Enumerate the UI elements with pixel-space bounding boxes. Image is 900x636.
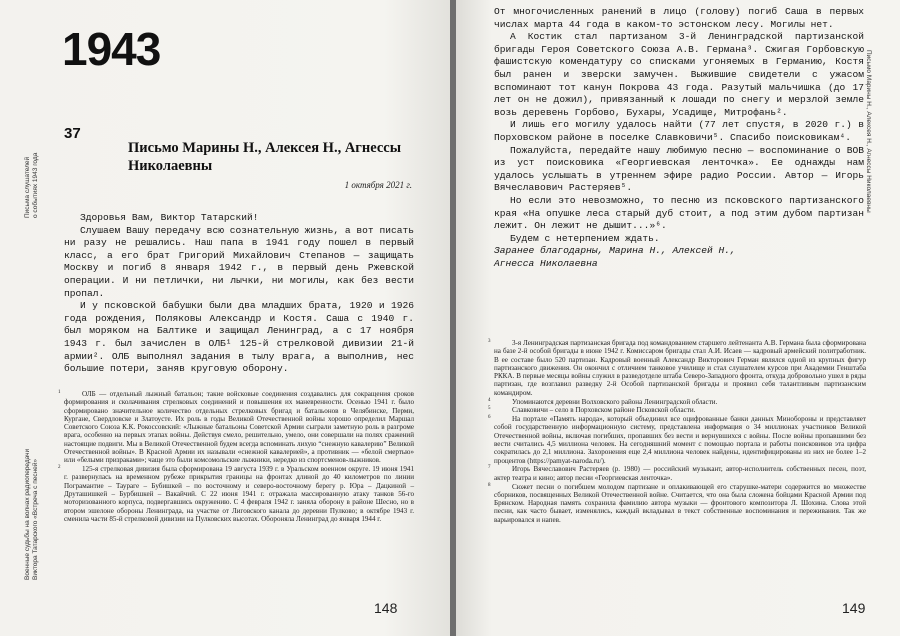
paragraph: Слушаем Вашу передачу всю сознательную жизнь, а вот писать ни разу не решались. Наш папа в 1941 году пошел в первый класс, а его брат Григорий Михайлович Степанов — защищать Москву и погиб 8 января 1942 г., в первый день Ржевской операции. И ни петлички, ни лычки, ни могилы, как без вести пропал. [64, 224, 414, 299]
paragraph: И лишь его могилу удалось найти (77 лет спустя, в 2020 г.) в Порховском районе в поселке Славковичи⁵. Спасибо поисковикам⁴. [494, 119, 864, 143]
footnote-mark: 6 [488, 415, 491, 421]
footnote [488, 415, 866, 465]
running-head-line: о событиях 1943 года [32, 152, 39, 218]
footnotes [58, 390, 414, 524]
running-head-top [24, 153, 40, 218]
footnote-text: 125-я стрелковая дивизия была сформирована 19 августа 1939 г. в Уральском военном округе. 19 июня 1941 г. развернулась на временном рубеже прикрытия границы на фронтах длиной до 40 километров по линии Пограмантие – Таураге – Бубишкей – по восточному и северо-восточному берегу р. Юра – Дацкиной – Друташишкей – Бурбишкей – Вакайчий. С 22 июня 1941 г. отражала массированную атаку танков 56-го моторизованного корпуса, подвергавшись окружению. С 4 февраля 1942 г. заняла оборону в районе Шесно, но в втором эшелоне обороны Ленинграда, на участке от Лиговского канала до деревни Пулково; в октябре 1943 г. сменила части 85-й стрелковой дивизии на Пулковских высотах. Оборонялa Ленинград до января 1944 г. [64, 465, 414, 523]
paragraph: И у псковской бабушки были два младших брата, 1920 и 1926 года рождения, Поляковы Александр и Костя. Саша с 1940 г. был моряком на Балтике и защищал Ленинград, а с 17 ноября 1943 г. был зачислен в ОЛБ¹ 125-й стрелковой дивизии 21-й армии². ОЛБ выполнял задания в тылу врага, а выполнив, нес большие потери, заняв круговую оборону. [64, 300, 414, 375]
footnote-text: Славковичи – село в Порховском районе Псковской области. [512, 406, 696, 415]
footnote-text: Сюжет песни о погибшем молодом партизане и оплакивающей его старушке-матери содержится во множестве сборников, посвященных Великой Отечественной войне. Считается, что она была сложена бойцами Красной Армии под Брянском. Народная память сохранила фамилию автора музыки — фронтового композитора Л. Шохина. Слова этой песни, как часто бывает, изменялись, каждый вкладывал в текст собственные воспоминания и переживания. Так же варьировался и напев. [494, 482, 866, 524]
running-head-right: Письмо Марины Н., Алексея Н., Агнессы Николаевны [865, 50, 872, 213]
document-date: 1 октября 2021 г. [344, 180, 412, 190]
footnote [488, 339, 866, 397]
signature-line: Заранее благодарны, Марина Н., Алексей Н., [494, 245, 736, 257]
running-head-line: Военные судьбы на волнах радиопередачи [24, 448, 31, 580]
running-head-bottom [24, 449, 40, 580]
paragraph: Пожалуйста, передайте нашу любимую песню — воспоминание о ВОВ из уст поисковика «Георгиевская ленточка». Ее однажды нам удалось услышать в утреннем эфире радио России. Автор — Игорь Вячеславович Растеряев⁵. [494, 144, 864, 194]
page-number: 149 [842, 600, 866, 616]
footnote-mark: 4 [488, 397, 491, 403]
footnote [488, 406, 866, 415]
footnote-mark: 1 [58, 390, 61, 395]
page-number: 148 [374, 600, 398, 616]
footnote [58, 465, 414, 523]
letter-body [494, 6, 864, 270]
footnote-text: На портале «Память народа», который объединил все оцифрованные банки данных Минобороны и представляет собой государственную информационную систему, представлена информация о 34 миллионах участников Великой Отечественной войны, включая погибших, пропавших без вести и вернувшихся с войны. После войны пропавшими без вести считались 4,5 миллиона человек. На сегодняшний момент с помощью портала и работы поисковиков эта цифра сократилась до 2,1 миллиона. Захоронения еще 2,4 миллиона человек найдены, идентифицированы из них не более 1–2 процентов (https://pamyat-naroda.ru/). [494, 415, 866, 465]
paragraph: А Костик стал партизаном 3-й Ленинградской партизанской бригады Героя Советского Союза А.В. Германа³. Сжигая Горбовскую фашистскую комендатуру со списками угоняемых в Германию, Костя был ранен и зверски замучен. Выжившие свидетели с ужасом вспоминают тот канун Покрова 43 года. Разутый мальчишка (до 17 лет он не дожил), привязанный к лошади по снегу и мерзлой земле возь деревень Горбово, Бухары, Усадище, Митрофань². [494, 31, 864, 118]
footnote [488, 482, 866, 524]
paragraph: Будем с нетерпением ждать. [510, 232, 660, 244]
footnote [58, 390, 414, 465]
footnote-text: ОЛБ — отдельный лыжный батальон; такие войсковые соединения создавались для сокращения сроков формирования и сколачивания стрелковых соединений и повышения их маневренности. Осенью 1941 г. было сформировано значительное количество отдельных стрелковых бригад и батальонов в Челябинске, Перми, Кургане, Свердловске и Златоусте. Их роль в годы Великой Отечественной войны хорошо определил Маршал Советского Союза К.К. Рокоссовский: «Лыжные батальоны Советской Армии сыграли заметную роль в разгроме врага, особенно на первых этапах войны. Действуя смело, решительно, умело, они совершали на полях сражений настоящие подвиги. Мы в Великой Отечественной будем всегда вспоминать лихую “снежную кавалерию” Великой Отечественной войны». В Красной Армии их называли «снежной кавалерией», а противник — «белой смертью» или «белыми призраками»; чаще это были комсомольские лыжники, нередко из спортсменов-лыжников. [64, 390, 414, 465]
right-page [456, 0, 900, 636]
footnote [488, 397, 866, 406]
running-head-line: Письма слушателей [24, 156, 31, 218]
paragraph: От многочисленных ранений в лицо (голову) погиб Саша в первых числах марта 44 года в каком-то эстонском лесу. Могилы нет. [494, 6, 864, 30]
signature-line: Агнесса Николаевна [494, 257, 598, 269]
footnote-text: Игорь Вячеславович Растеряев (р. 1980) — российский музыкант, автор-исполнитель собственных песен, поэт, актер театра и кино; автор песни «Георгиевская ленточка». [494, 465, 866, 482]
letter-body [64, 212, 414, 376]
section-year: 1943 [62, 23, 161, 75]
footnote-text: 3-я Ленинградская партизанская бригада под командованием старшего лейтенанта А.В. Германа была сформирована на базе 2-й особой бригады в июне 1942 г. Комиссаром бригады стал А.И. Исаев — кадровый армейский политработник. В ее составе было 520 партизан. Кадровый военный Александр Викторович Герман являлся одной из крупных фигур партизанского движения. Он окончил с отличием танковое училище и стал слушателем курсов при Академии Генштаба РККА. В первые месяцы войны служил в разведотделе штаба Северо-Западного фронта, откуда добровольно ушел в ряды партизан, где возглавил разведку 2-й Особой партизанской бригады и проявил себя талантливым партизанским командиром. [494, 339, 866, 397]
document-title: Письмо Марины Н., Алексея Н., Агнессы Николаевны [128, 140, 402, 174]
footnote-mark: 8 [488, 482, 491, 488]
document-number: 37 [64, 125, 81, 142]
paragraph: Но если это невозможно, то песню из псковского партизанского края «На опушке леса старый дуб стоит, а под этим дубом партизан лежит. Он лежит не дышит...»⁶. [494, 194, 864, 232]
running-head-line: Виктора Татарского «Встреча с песней» [32, 458, 39, 580]
footnote [488, 465, 866, 482]
footnote-mark: 7 [488, 465, 491, 471]
footnote-mark: 2 [58, 465, 61, 471]
paragraph: Здоровья Вам, Виктор Татарский! [80, 212, 259, 223]
footnote-mark: 3 [488, 339, 491, 344]
footnote-text: Упоминаются деревни Волховского района Ленинградской области. [512, 397, 718, 406]
footnote-mark: 5 [488, 406, 491, 412]
footnotes [488, 339, 866, 525]
